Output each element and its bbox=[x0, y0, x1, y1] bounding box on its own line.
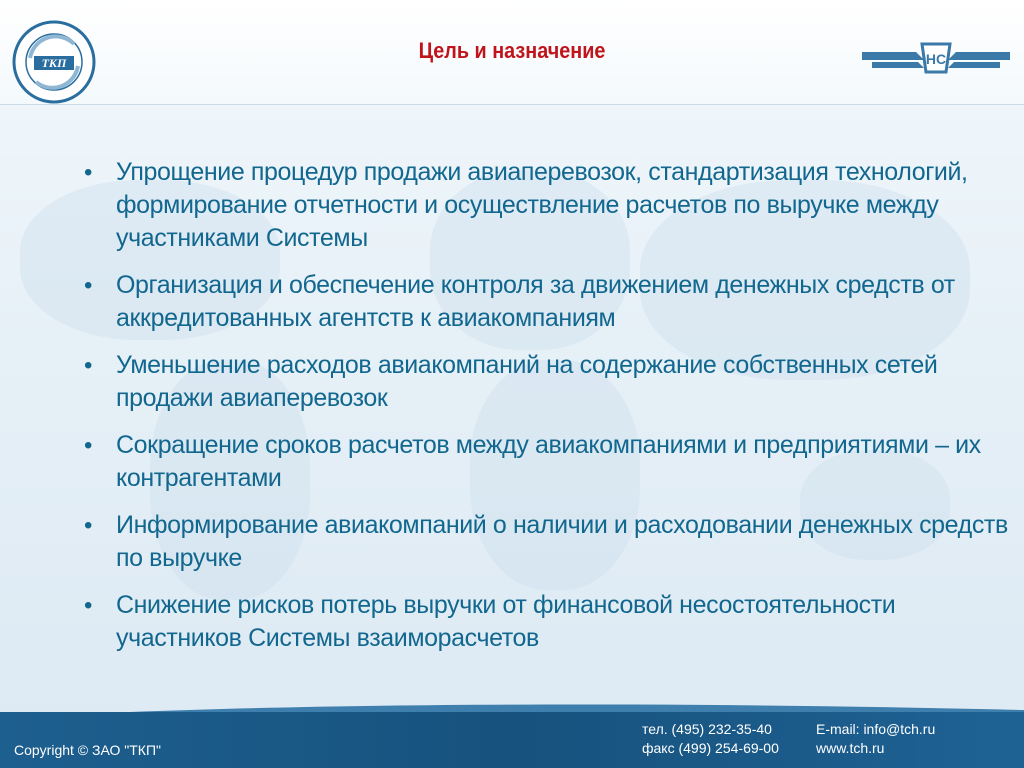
list-item bbox=[78, 589, 1008, 655]
bullet-text: Организация и обеспечение контроля за движением денежных средств от аккредитованных агентств к авиакомпаниям bbox=[116, 271, 955, 332]
bullet-dot: • bbox=[84, 592, 93, 619]
list-item bbox=[78, 509, 1008, 575]
email-link[interactable]: E-mail: info@tch.ru bbox=[816, 721, 936, 737]
bullet-list bbox=[78, 156, 1008, 669]
bullet-text: Сокращение сроков расчетов между авиакомпаниями и предприятиями – их контрагентами bbox=[116, 431, 981, 492]
svg-text:НС: НС bbox=[925, 51, 947, 67]
bullet-dot: • bbox=[84, 159, 93, 186]
list-item bbox=[78, 269, 1008, 335]
bullet-dot: • bbox=[84, 432, 93, 459]
copyright-text: Copyright © ЗАО "ТКП" bbox=[14, 742, 161, 758]
list-item bbox=[78, 156, 1008, 255]
list-item bbox=[78, 429, 1008, 495]
ns-wings-logo-icon bbox=[858, 38, 1014, 78]
svg-text:ТКП: ТКП bbox=[41, 56, 67, 70]
bullet-dot: • bbox=[84, 512, 93, 539]
list-item bbox=[78, 349, 1008, 415]
bullet-text: Снижение рисков потерь выручки от финансовой несостоятельности участников Системы взаиморасчетов bbox=[116, 591, 896, 652]
page-title: Цель и назначение bbox=[418, 38, 606, 63]
bullet-dot: • bbox=[84, 352, 93, 379]
fax-text: факс (499) 254-69-00 bbox=[642, 740, 779, 756]
phone-text: тел. (495) 232-35-40 bbox=[642, 721, 772, 737]
bullet-dot: • bbox=[84, 272, 93, 299]
slide-header bbox=[0, 0, 1024, 105]
bullet-text: Уменьшение расходов авиакомпаний на содержание собственных сетей продажи авиаперевозок bbox=[116, 351, 938, 412]
website-link[interactable]: www.tch.ru bbox=[816, 740, 885, 756]
bullet-text: Информирование авиакомпаний о наличии и расходовании денежных средств по выручке bbox=[116, 511, 1008, 572]
bullet-text: Упрощение процедур продажи авиаперевозок, стандартизация технологий, формирование отчетности и осуществление расчетов по выручке между участниками Системы bbox=[116, 158, 968, 252]
